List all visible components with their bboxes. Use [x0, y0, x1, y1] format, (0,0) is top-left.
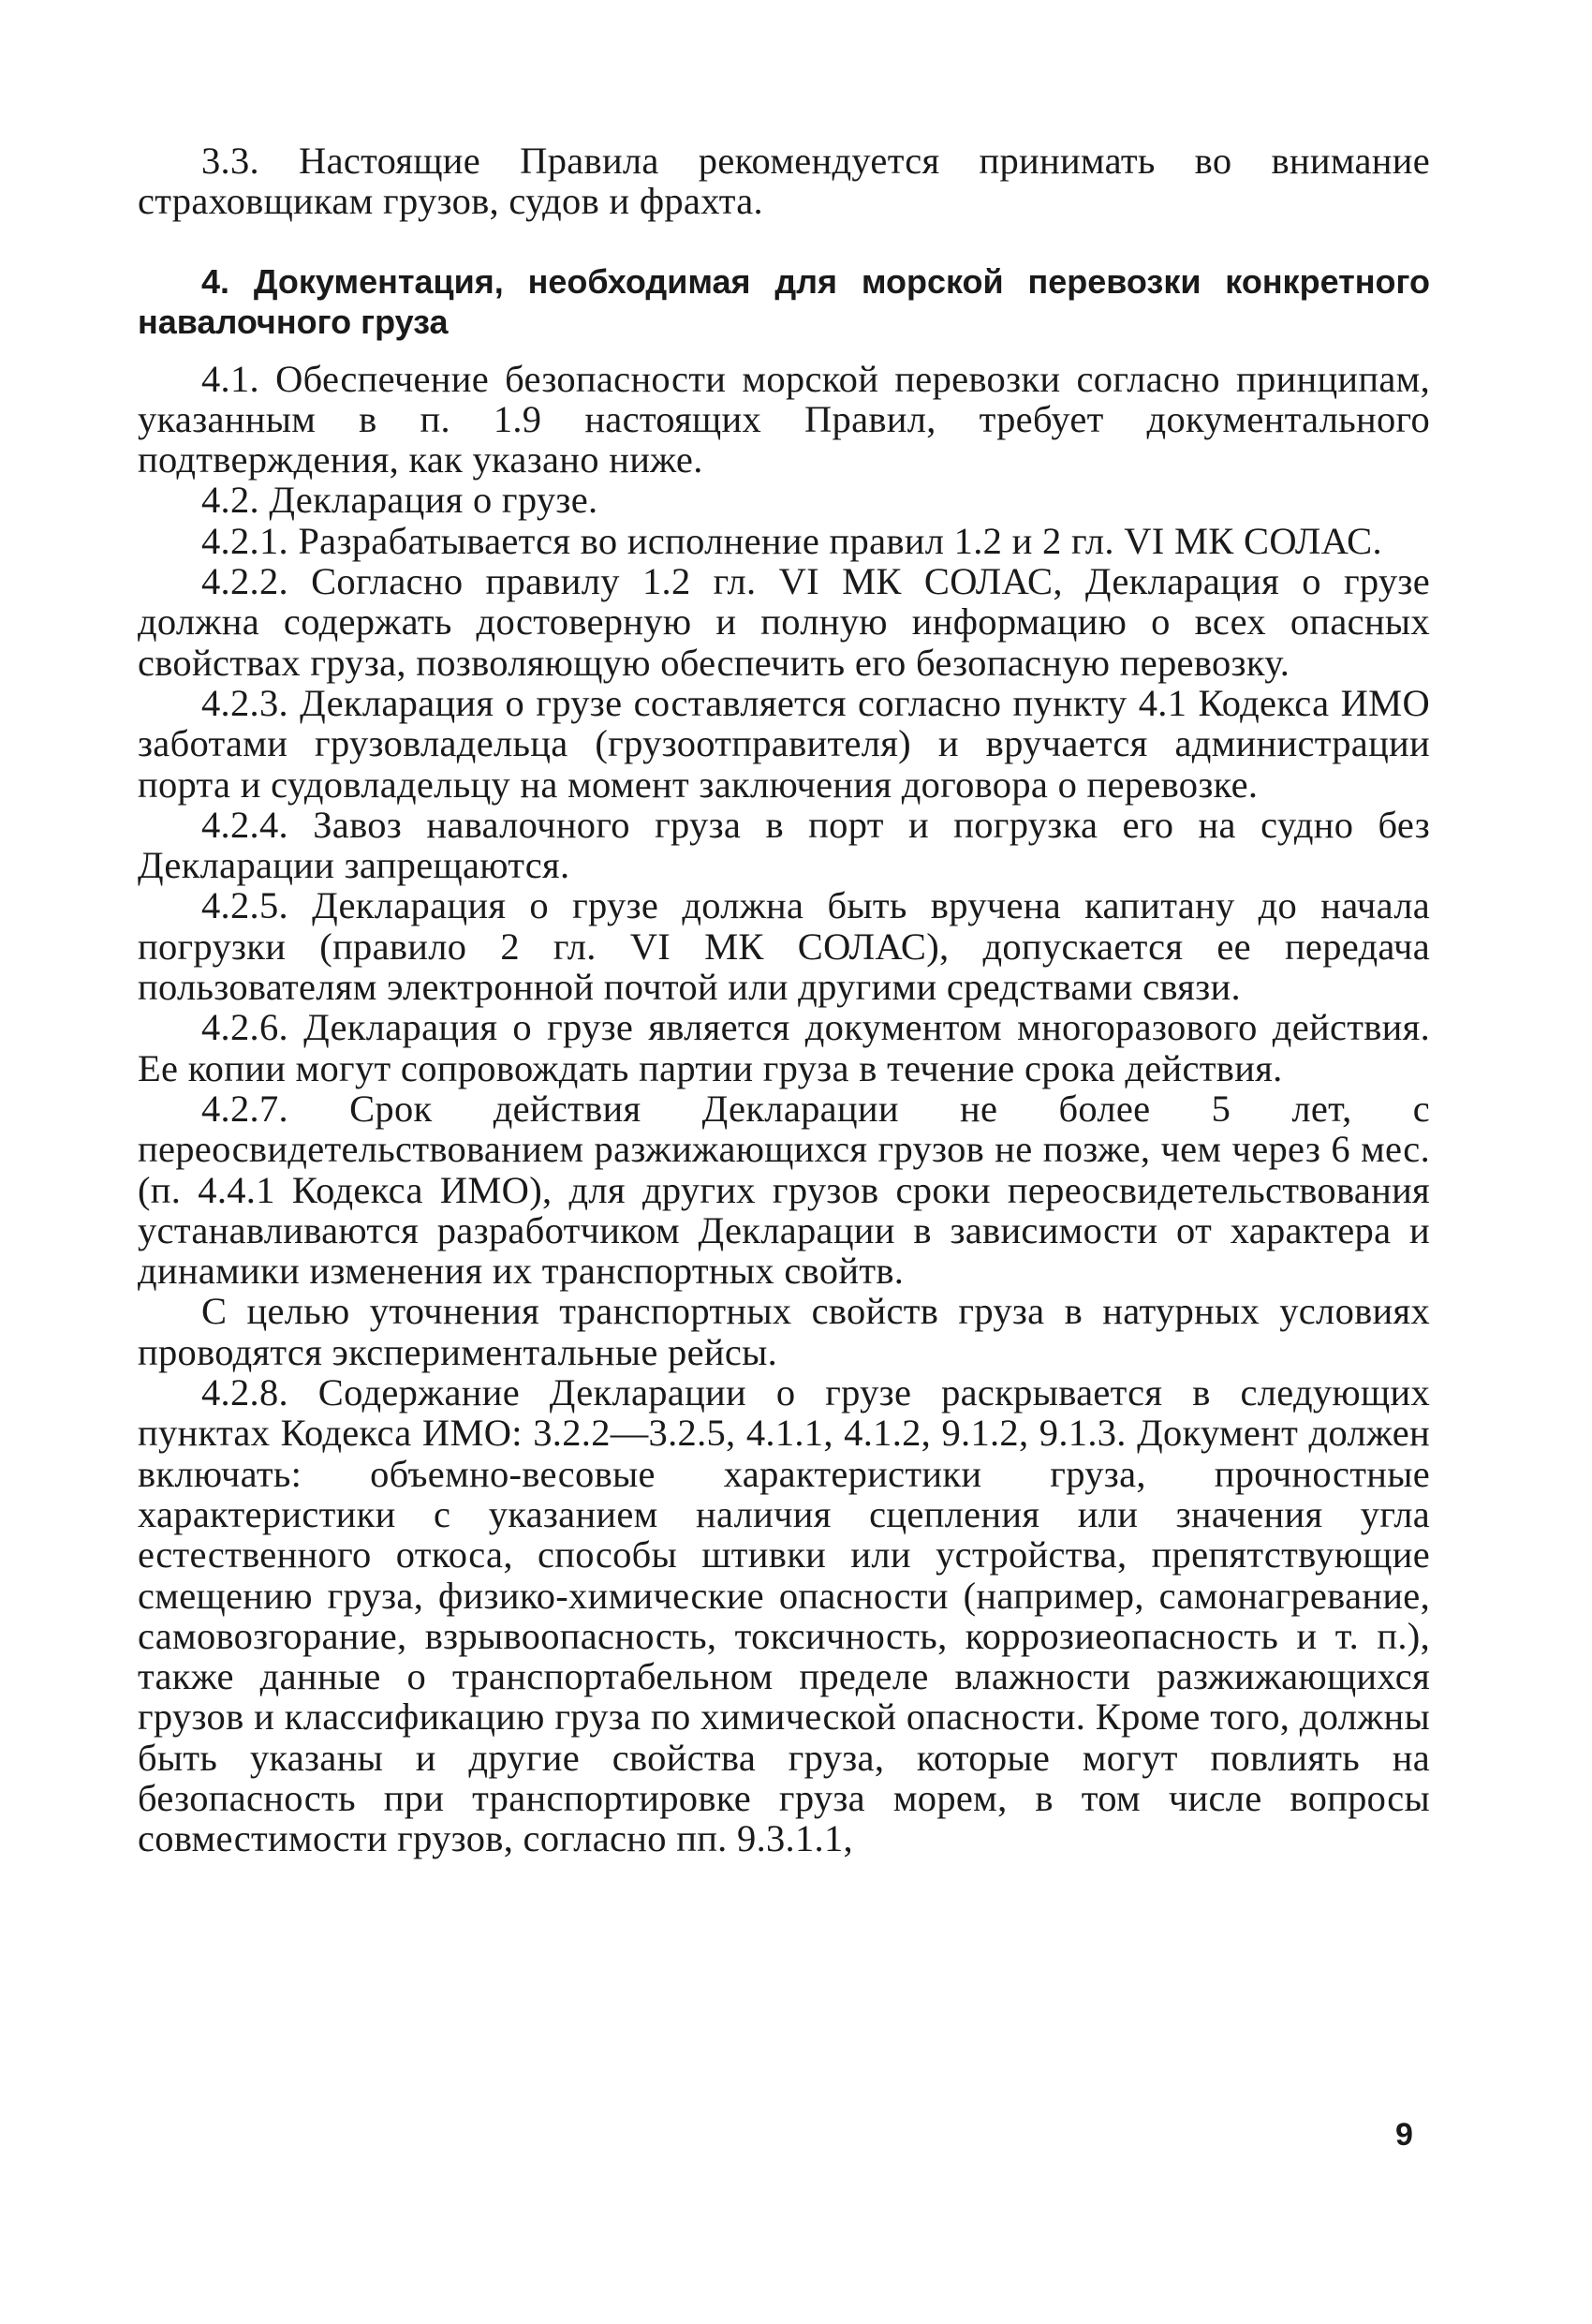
- paragraph-4-2-1: 4.2.1. Разрабатывается во исполнение правил 1.2 и 2 гл. VI МК СОЛАС.: [201, 519, 1382, 562]
- paragraph-4-2-4: 4.2.4. Завоз навалочного груза в порт и погрузка его на судно без Декларации запрещаются.: [138, 803, 1430, 887]
- page-number: 9: [1395, 2117, 1413, 2153]
- paragraph-4-2-3: 4.2.3. Декларация о грузе составляется согласно пункту 4.1 Кодекса ИМО заботами грузовладельца (грузоотправителя) и вручается администрации порта и судовладельцу на момент заключения договора о перевозке.: [138, 681, 1430, 806]
- paragraph-4-2-6: 4.2.6. Декларация о грузе является документом многоразового действия. Ее копии могут сопровождать партии груза в течение срока действия.: [138, 1006, 1430, 1089]
- paragraph-4-2-8: 4.2.8. Содержание Декларации о грузе раскрывается в следующих пунктах Кодекса ИМО: 3.2.2—3.2.5, 4.1.1, 4.1.2, 9.1.2, 9.1.3. Документ должен включать: объемно-весовые характеристики груза, прочностные характеристики с указанием наличия сцепления или значения угла естественного откоса, способы штивки или устройства, препятствующие смещению груза, физико-химические опасности (например, самонагревание, самовозгорание, взрывоопасность, токсичность, коррозиеопасность и т. п.), также данные о транспортабельном пределе влажности разжижающихся грузов и классификацию груза по химической опасности. Кроме того, должны быть указаны и другие свойства груза, которые могут повлиять на безопасность при транспортировке груза морем, в том числе вопросы совместимости грузов, согласно пп. 9.3.1.1,: [138, 1371, 1430, 1860]
- paragraph-4-2-5: 4.2.5. Декларация о грузе должна быть вручена капитану до начала погрузки (правило 2 гл. VI МК СОЛАС), допускается ее передача пользователям электронной почтой или другими средствами связи.: [138, 884, 1430, 1009]
- paragraph-4-2: 4.2. Декларация о грузе.: [201, 479, 598, 522]
- page-body: [138, 141, 1430, 1859]
- paragraph-3-3: 3.3. Настоящие Правила рекомендуется принимать во внимание страховщикам грузов, судов и фрахта.: [138, 140, 1430, 223]
- section-heading-4: 4. Документация, необходимая для морской перевозки конкретного навалочного груза: [138, 261, 1430, 341]
- paragraph-4-1: 4.1. Обеспечение безопасности морской перевозки согласно принципам, указанным в п. 1.9 настоящих Правил, требует документального подтверждения, как указано ниже.: [138, 357, 1430, 481]
- paragraph-4-2-7-continued: С целью уточнения транспортных свойств груза в натурных условиях проводятся экспериментальные рейсы.: [138, 1290, 1430, 1373]
- paragraph-4-2-7: 4.2.7. Срок действия Декларации не более 5 лет, с переосвидетельствованием разжижающихся грузов не позже, чем через 6 мес. (п. 4.4.1 Кодекса ИМО), для других грузов сроки переосвидетельствования устанавливаются разработчиком Декларации в зависимости от характера и динамики изменения их транспортных свойтв.: [138, 1087, 1430, 1293]
- paragraph-4-2-2: 4.2.2. Согласно правилу 1.2 гл. VI МК СОЛАС, Декларация о грузе должна содержать достоверную и полную информацию о всех опасных свойствах груза, позволяющую обеспечить его безопасную перевозку.: [138, 560, 1430, 684]
